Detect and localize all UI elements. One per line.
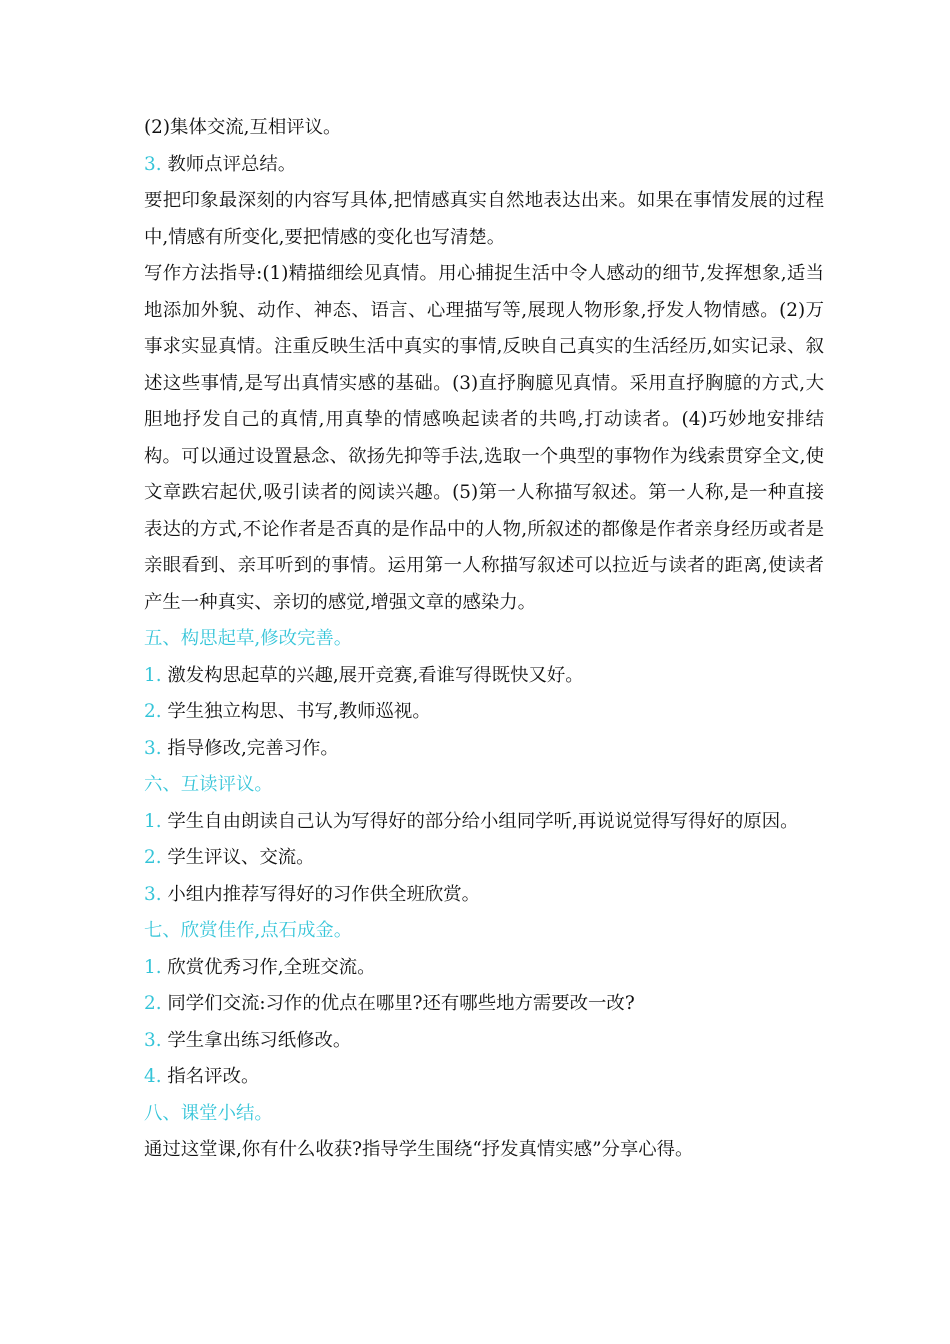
- document-body: [144, 110, 824, 1169]
- section-8-heading: 八、课堂小结。: [144, 1102, 273, 1124]
- list-item: [144, 694, 824, 731]
- section-7-heading: 七、欣赏佳作,点石成金。: [144, 920, 353, 941]
- list-item: [144, 986, 824, 1023]
- list-item: [144, 1059, 824, 1096]
- list-item: [144, 731, 824, 768]
- item-number: 3.: [144, 737, 162, 759]
- step-text: 教师点评总结。: [161, 153, 297, 175]
- item-number: 1.: [144, 810, 162, 832]
- item-number: 3.: [144, 883, 162, 905]
- section-6-heading: 六、互读评议。: [144, 774, 273, 795]
- list-item: [144, 877, 824, 914]
- list-item: [144, 804, 824, 841]
- list-item: [144, 950, 824, 987]
- step-3-line: [144, 147, 824, 184]
- item-number: 2.: [144, 993, 162, 1014]
- item-text: 学生评议、交流。: [161, 847, 315, 868]
- item-text: 激发构思起草的兴趣,展开竞赛,看谁写得既快又好。: [161, 664, 584, 686]
- item-text: 指名评改。: [161, 1066, 260, 1087]
- item-number: 1.: [144, 664, 162, 686]
- summary-paragraph: 要把印象最深刻的内容写具体,把情感真实自然地表达出来。如果在事情发展的过程中,情感有所变化,要把情感的变化也写清楚。: [144, 190, 824, 248]
- item-number: 4.: [144, 1066, 162, 1087]
- step-text: (2)集体交流,互相评议。: [144, 117, 342, 138]
- item-number: 3.: [144, 1029, 162, 1051]
- item-number: 1.: [144, 956, 162, 978]
- closing-paragraph: 通过这堂课,你有什么收获?指导学生围绕“抒发真情实感”分享心得。: [144, 1139, 694, 1160]
- list-item: [144, 658, 824, 695]
- item-text: 欣赏优秀习作,全班交流。: [161, 956, 376, 978]
- item-text: 指导修改,完善习作。: [161, 737, 339, 759]
- writing-method-paragraph: 写作方法指导:(1)精描细绘见真情。用心捕捉生活中令人感动的细节,发挥想象,适当地添加外貌、动作、神态、语言、心理描写等,展现人物形象,抒发人物情感。(2)万事求实显真情。注重反映生活中真实的事情,反映自己真实的生活经历,如实记录、叙述这些事情,是写出真情实感的基础。(3)直抒胸臆见真情。采用直抒胸臆的方式,大胆地抒发自己的真情,用真挚的情感唤起读者的共鸣,打动读者。(4)巧妙地安排结构。可以通过设置悬念、欲扬先抑等手法,选取一个典型的事物作为线索贯穿全文,使文章跌宕起伏,吸引读者的阅读兴趣。(5)第一人称描写叙述。第一人称,是一种直接表达的方式,不论作者是否真的是作品中的人物,所叙述的都像是作者亲身经历或者是亲眼看到、亲耳听到的事情。运用第一人称描写叙述可以拉近与读者的距离,使读者产生一种真实、亲切的感觉,增强文章的感染力。: [144, 263, 824, 613]
- item-text: 学生拿出练习纸修改。: [161, 1029, 352, 1051]
- section-5-heading: 五、构思起草,修改完善。: [144, 628, 353, 649]
- list-item: [144, 840, 824, 877]
- item-text: 同学们交流:习作的优点在哪里?还有哪些地方需要改一改?: [161, 993, 635, 1014]
- item-text: 小组内推荐写得好的习作供全班欣赏。: [161, 883, 481, 905]
- item-number: 2.: [144, 701, 162, 722]
- step-number: 3.: [144, 153, 162, 175]
- item-number: 2.: [144, 847, 162, 868]
- step-2-line: [144, 110, 824, 147]
- list-item: [144, 1023, 824, 1060]
- item-text: 学生自由朗读自己认为写得好的部分给小组同学听,再说说觉得写得好的原因。: [161, 810, 799, 832]
- item-text: 学生独立构思、书写,教师巡视。: [161, 701, 431, 722]
